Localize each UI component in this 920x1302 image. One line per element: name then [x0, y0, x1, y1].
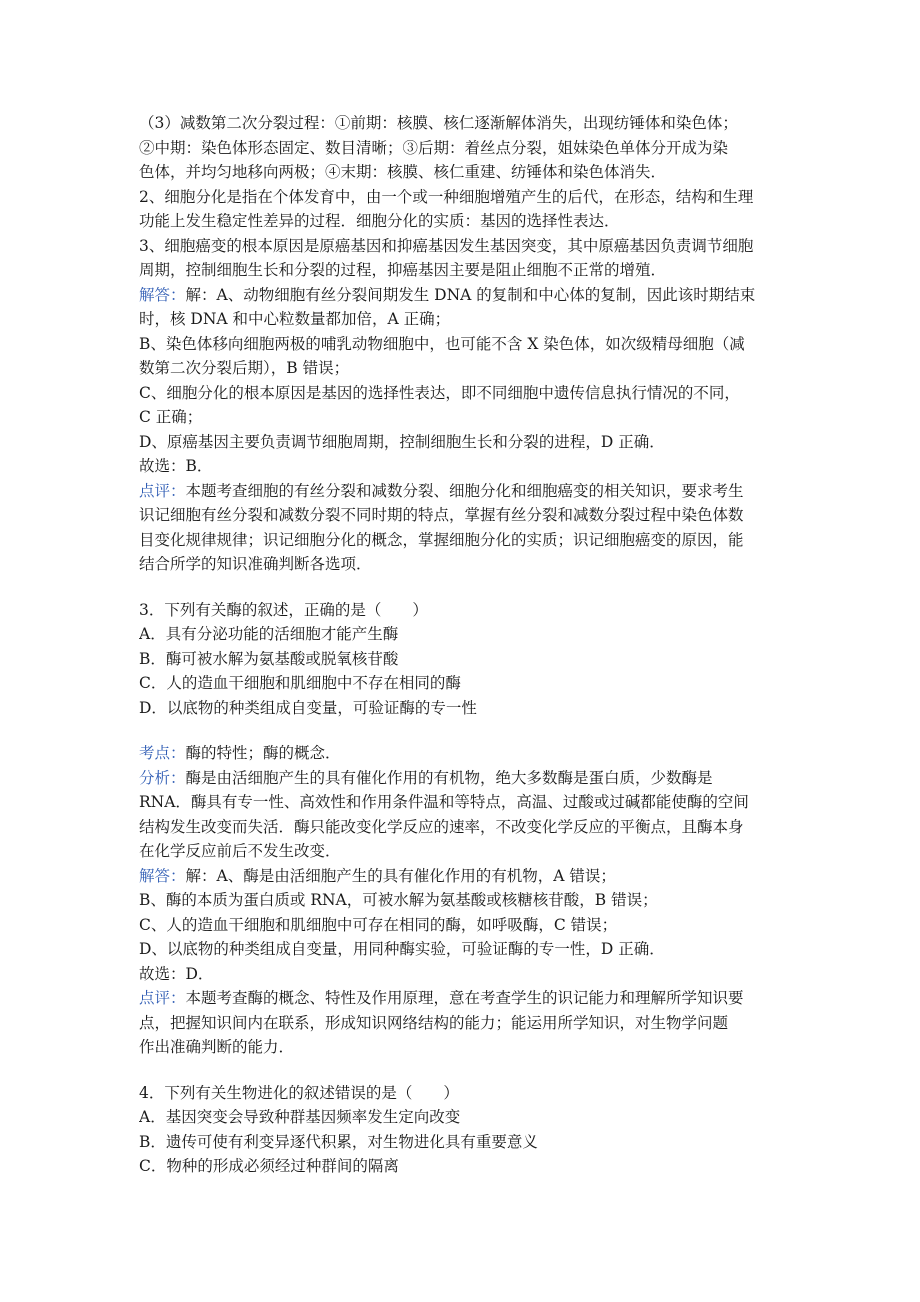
text-line: 3、细胞癌变的根本原因是原癌基因和抑癌基因发生基因突变，其中原癌基因负责调节细胞: [139, 236, 754, 255]
comment-line: 点，把握知识间内在联系，形成知识网络结构的能力；能运用所学知识，对生物学问题: [139, 1013, 729, 1032]
text-line: 周期，控制细胞生长和分裂的过程，抑癌基因主要是阻止细胞不正常的增殖．: [139, 261, 667, 279]
option-a: A．基因突变会导致种群基因频率发生定向改变: [139, 1108, 461, 1126]
text-line: 色体，并均匀地移向两极；④末期：核膜、核仁重建、纺锤体和染色体消失．: [139, 163, 667, 181]
comment-text: 本题考查酶的概念、特性及作用原理，意在考查学生的识记能力和理解所学知识要: [185, 989, 744, 1007]
answer-line: D、以底物的种类组成自变量，用同种酶实验，可验证酶的专一性，D 正确．: [139, 940, 665, 958]
answer-first-line: [139, 283, 784, 308]
question-stem: 4．下列有关生物进化的叙述错误的是（ ）: [139, 1083, 459, 1102]
answer-line: 数第二次分裂后期），B 错误；: [139, 359, 350, 377]
answer-line: D、原癌基因主要负责调节细胞周期，控制细胞生长和分裂的进程，D 正确．: [139, 432, 665, 451]
text-line: 2、细胞分化是指在个体发育中，由一个或一种细胞增殖产生的后代，在形态，结构和生理: [139, 187, 754, 206]
section-gap: [139, 720, 784, 741]
comment-line: 目变化规律规律；识记细胞分化的概念，掌握细胞分化的实质；识记细胞癌变的原因，能: [139, 530, 744, 549]
analysis-line: RNA．酶具有专一性、高效性和作用条件温和等特点，高温、过酸或过碱都能使酶的空间: [139, 793, 749, 811]
answer-line: 时，核 DNA 和中心粒数量都加倍，A 正确；: [139, 310, 451, 328]
answer-line: C、细胞分化的根本原因是基因的选择性表达，即不同细胞中遗传信息执行情况的不同，: [139, 383, 740, 402]
text-line: 功能上发生稳定性差异的过程．细胞分化的实质：基因的选择性表达．: [139, 212, 620, 230]
option-a: A．具有分泌功能的活细胞才能产生酶: [139, 625, 399, 643]
comment-line: 作出准确判断的能力．: [139, 1038, 295, 1056]
comment-label: 点评：: [139, 481, 186, 500]
key-point-line: [139, 741, 784, 766]
key-point-label: 考点：: [139, 744, 186, 762]
analysis-label: 分析：: [139, 768, 186, 787]
option-b: B．遗传可使有利变异逐代积累，对生物进化具有重要意义: [139, 1132, 538, 1151]
section-gap: [139, 577, 784, 598]
answer-conclusion: 故选：D．: [139, 964, 214, 983]
comment-line: 识记细胞有丝分裂和减数分裂不同时期的特点，掌握有丝分裂和减数分裂过程中染色体数: [139, 506, 744, 524]
analysis-first-line: [139, 766, 784, 791]
answer-label: 解答：: [139, 866, 186, 885]
section-gap: [139, 1060, 784, 1081]
answer-conclusion: 故选：B．: [139, 457, 213, 475]
answer-text: 解：A、动物细胞有丝分裂间期发生 DNA 的复制和中心体的复制，因此该时期结束: [185, 285, 756, 304]
document-content: [139, 111, 784, 1179]
comment-first-line: [139, 479, 784, 504]
option-c: C．人的造血干细胞和肌细胞中不存在相同的酶: [139, 674, 461, 692]
analysis-line: 结构发生改变而失活．酶只能改变化学反应的速率，不改变化学反应的平衡点，且酶本身: [139, 817, 744, 836]
answer-line: B、染色体移向细胞两极的哺乳动物细胞中，也可能不含 X 染色体，如次级精母细胞（减: [139, 334, 745, 353]
answer-line: B、酶的本质为蛋白质或 RNA，可被水解为氨基酸或核糖核苷酸，B 错误；: [139, 891, 658, 909]
comment-text: 本题考查细胞的有丝分裂和减数分裂、细胞分化和细胞癌变的相关知识，要求考生: [185, 481, 744, 500]
answer-label: 解答：: [139, 285, 186, 304]
answer-text: 解：A、酶是由活细胞产生的具有催化作用的有机物，A 错误；: [185, 866, 616, 885]
analysis-line: 在化学反应前后不发生改变．: [139, 842, 341, 860]
comment-label: 点评：: [139, 989, 186, 1007]
key-point-text: 酶的特性；酶的概念．: [185, 744, 341, 762]
answer-line: C 正确；: [139, 408, 203, 426]
question-stem: 3．下列有关酶的叙述，正确的是（ ）: [139, 600, 428, 619]
comment-first-line: [139, 986, 784, 1011]
answer-first-line: [139, 864, 784, 889]
answer-line: C、人的造血干细胞和肌细胞中可存在相同的酶，如呼吸酶，C 错误；: [139, 915, 618, 934]
analysis-text: 酶是由活细胞产生的具有催化作用的有机物，绝大多数酶是蛋白质，少数酶是: [185, 768, 713, 787]
option-c: C．物种的形成必须经过种群间的隔离: [139, 1157, 399, 1175]
option-d: D．以底物的种类组成自变量，可验证酶的专一性: [139, 698, 477, 717]
comment-line: 结合所学的知识准确判断各选项．: [139, 555, 372, 573]
option-b: B．酶可被水解为氨基酸或脱氧核苷酸: [139, 649, 399, 668]
text-line: （3）减数第二次分裂过程：①前期：核膜、核仁逐渐解体消失，出现纺锤体和染色体；: [139, 114, 738, 132]
text-line: ②中期：染色体形态固定、数目清晰；③后期：着丝点分裂，姐妹染色单体分开成为染: [139, 138, 729, 157]
